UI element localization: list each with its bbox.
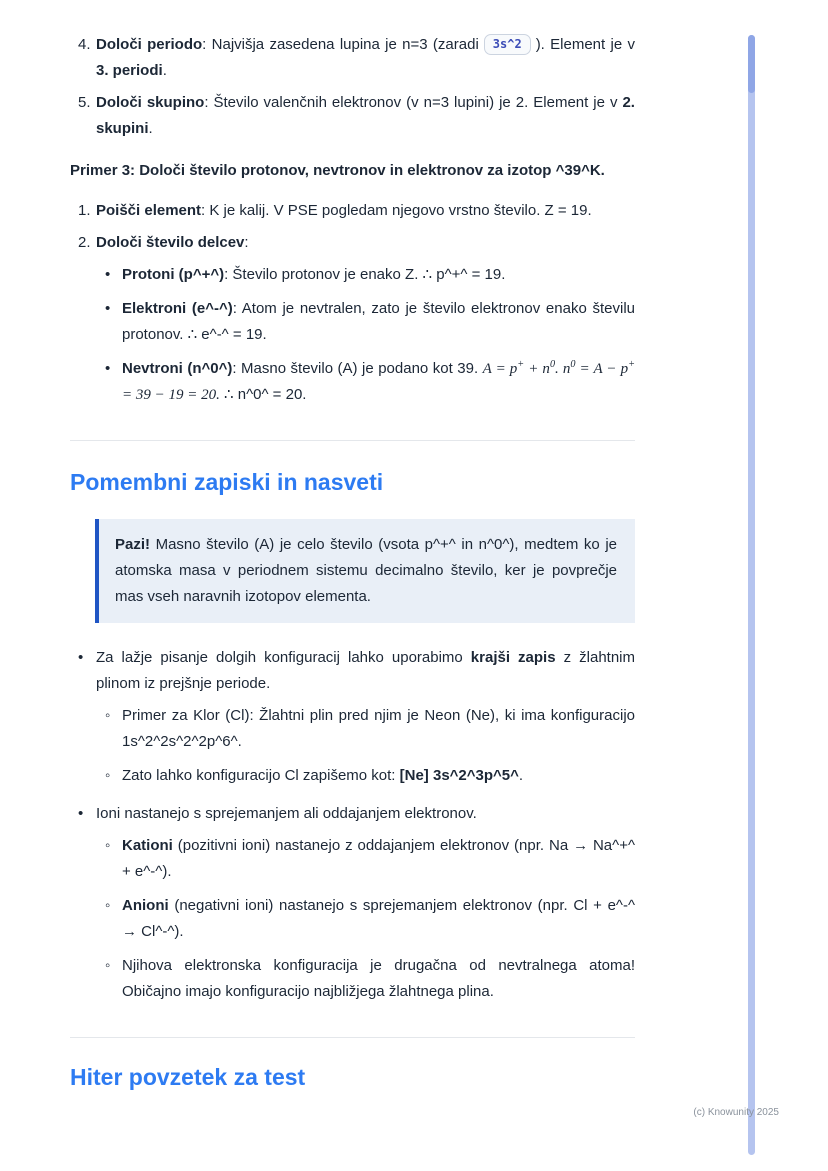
circle-bullet-icon: ◦ (105, 837, 111, 854)
bullet-icon: • (105, 266, 111, 283)
list-item-text: Določi periodo: Najvišja zasedena lupina je n=3 (zaradi 3s^2 ). Element je v 3. periodi. (96, 36, 635, 79)
sub-bullet-chlorine-config (70, 763, 635, 789)
bullet-item-text: Protoni (p^+^): Število protonov je enako Z. ∴ p^+^ = 19. (122, 266, 506, 283)
scrollbar-thumb[interactable] (748, 35, 755, 93)
document-content (70, 32, 635, 1092)
section-heading-summary: Hiter povzetek za test (70, 1064, 306, 1090)
notes-bullet-group-ions (70, 801, 635, 1005)
sub-bullet-cations (70, 833, 635, 885)
sub-bullet-text: Kationi (pozitivni ioni) nastanejo z oddajanjem elektronov (npr. Na → Na^+^ + e^-^). (122, 837, 635, 880)
bullet-item-text: Ioni nastanejo s sprejemanjem ali oddajanjem elektronov. (96, 805, 477, 822)
list-item-text: Poišči element: K je kalij. V PSE pogledam njegovo vrstno število. Z = 19. (96, 202, 592, 219)
list-item-text: Določi skupino: Število valenčnih elektronov (v n=3 lupini) je 2. Element je v 2. skupini. (96, 94, 635, 137)
sub-bullet-ion-config (70, 953, 635, 1005)
sub-bullet-text: Anioni (negativni ioni) nastanejo s sprejemanjem elektronov (npr. Cl + e^-^ → Cl^-^). (122, 897, 635, 940)
bullet-icon: • (105, 300, 111, 317)
section-divider (70, 440, 635, 441)
scrollbar-track[interactable] (748, 35, 755, 1155)
callout-text: Pazi! Masno število (A) je celo število (vsota p^+^ in n^0^), medtem ko je atomska masa v periodnem sistemu decimalno število, ker je povprečje mas vseh naravnih izotopov elementa. (115, 536, 617, 605)
bullet-item-text: Nevtroni (n^0^): Masno število (A) je podano kot 39. $A = p^+ + n^0$. $n^0 = A - p^+ = 39 - 19 = 20$. ∴ n^0^ = 20. (122, 359, 635, 403)
sub-bullet-anions (70, 893, 635, 945)
circle-bullet-icon: ◦ (105, 707, 111, 724)
section-divider (70, 1037, 635, 1038)
sub-bullet-text: Njihova elektronska konfiguracija je drugačna od nevtralnega atoma! Običajno imajo konfiguracijo najbližjega žlahtnega plina. (122, 957, 635, 1000)
copyright-footer: (c) Knowunity 2025 (693, 1107, 779, 1118)
list-number: 2. (78, 234, 91, 251)
example-3-title: Primer 3: Določi število protonov, nevtronov in elektronov za izotop ^39^K. (70, 162, 605, 179)
list-item-determine-period (70, 32, 635, 84)
list-number: 4. (78, 36, 91, 53)
callout-warning (95, 519, 635, 623)
bullet-item-text: Za lažje pisanje dolgih konfiguracij lahko uporabimo krajši zapis z žlahtnim plinom iz prejšnje periode. (96, 649, 635, 692)
circle-bullet-icon: ◦ (105, 957, 111, 974)
sub-bullet-text: Primer za Klor (Cl): Žlahtni plin pred njim je Neon (Ne), ki ima konfiguracijo 1s^2^2s^2^2p^6^. (122, 707, 635, 750)
list-number: 1. (78, 202, 91, 219)
bullet-item-shorthand (70, 645, 635, 697)
section-heading-notes: Pomembni zapiski in nasveti (70, 469, 384, 495)
bullet-icon: • (78, 649, 84, 666)
bullet-item-electrons (70, 296, 635, 348)
bullet-item-protons (70, 262, 635, 288)
sub-bullet-chlorine-example (70, 703, 635, 755)
list-item-text: Določi število delcev: (96, 234, 249, 251)
bullet-item-neutrons (70, 356, 635, 408)
sub-bullet-text: Zato lahko konfiguracijo Cl zapišemo kot: [Ne] 3s^2^3p^5^. (122, 767, 524, 784)
bullet-icon: • (78, 805, 84, 822)
bullet-item-text: Elektroni (e^-^): Atom je nevtralen, zato je število elektronov enako številu protonov. ∴ e^-^ = 19. (122, 300, 636, 343)
notes-bullet-group-shorthand (70, 645, 635, 789)
list-item-determine-group (70, 90, 635, 142)
circle-bullet-icon: ◦ (105, 897, 111, 914)
circle-bullet-icon: ◦ (105, 767, 111, 784)
list-item-determine-particles (70, 230, 635, 256)
list-number: 5. (78, 94, 91, 111)
bullet-item-ions (70, 801, 635, 827)
bullet-icon: • (105, 360, 111, 377)
list-item-find-element (70, 198, 635, 224)
